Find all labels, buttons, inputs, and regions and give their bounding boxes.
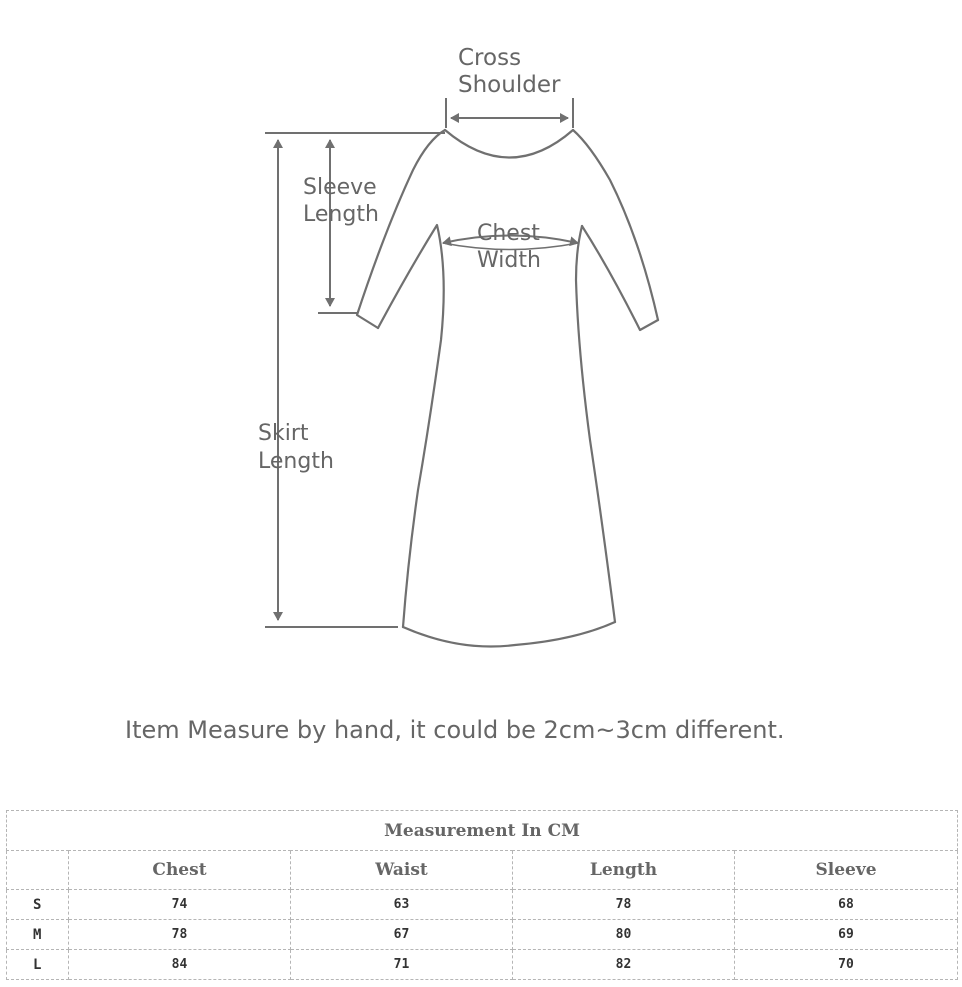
- header-sleeve: Sleeve: [735, 851, 958, 890]
- cross-shoulder-marker: [446, 98, 573, 128]
- table-title: Measurement In CM: [7, 811, 958, 851]
- chest-width-label-line1: Chest: [477, 221, 540, 246]
- header-size-blank: [7, 851, 69, 890]
- waist-value: 67: [291, 920, 513, 950]
- skirt-length-label-line1: Skirt: [258, 421, 309, 446]
- length-value: 78: [513, 890, 735, 920]
- chest-value: 78: [69, 920, 291, 950]
- sleeve-value: 68: [735, 890, 958, 920]
- size-chart: [6, 810, 957, 980]
- chest-width-label-line2: Width: [477, 248, 541, 273]
- table-row: [7, 950, 958, 980]
- skirt-length-label-line2: Length: [258, 449, 334, 474]
- table-row: [7, 890, 958, 920]
- size-label: M: [7, 920, 69, 950]
- chest-value: 84: [69, 950, 291, 980]
- sleeve-value: 69: [735, 920, 958, 950]
- cross-shoulder-label-line1: Cross: [458, 45, 522, 71]
- sleeve-value: 70: [735, 950, 958, 980]
- length-value: 80: [513, 920, 735, 950]
- header-waist: Waist: [291, 851, 513, 890]
- table-row: [7, 920, 958, 950]
- sleeve-length-label-line2: Length: [303, 202, 379, 227]
- dress-outline: [357, 130, 658, 647]
- header-chest: Chest: [69, 851, 291, 890]
- header-length: Length: [513, 851, 735, 890]
- cross-shoulder-label-line2: Shoulder: [458, 72, 561, 98]
- length-value: 82: [513, 950, 735, 980]
- chest-value: 74: [69, 890, 291, 920]
- size-label: L: [7, 950, 69, 980]
- sleeve-length-label-line1: Sleeve: [303, 175, 377, 200]
- size-table: [6, 810, 958, 980]
- waist-value: 63: [291, 890, 513, 920]
- table-header-row: [7, 851, 958, 890]
- measurement-note: Item Measure by hand, it could be 2cm~3cm different.: [125, 716, 785, 744]
- waist-value: 71: [291, 950, 513, 980]
- size-label: S: [7, 890, 69, 920]
